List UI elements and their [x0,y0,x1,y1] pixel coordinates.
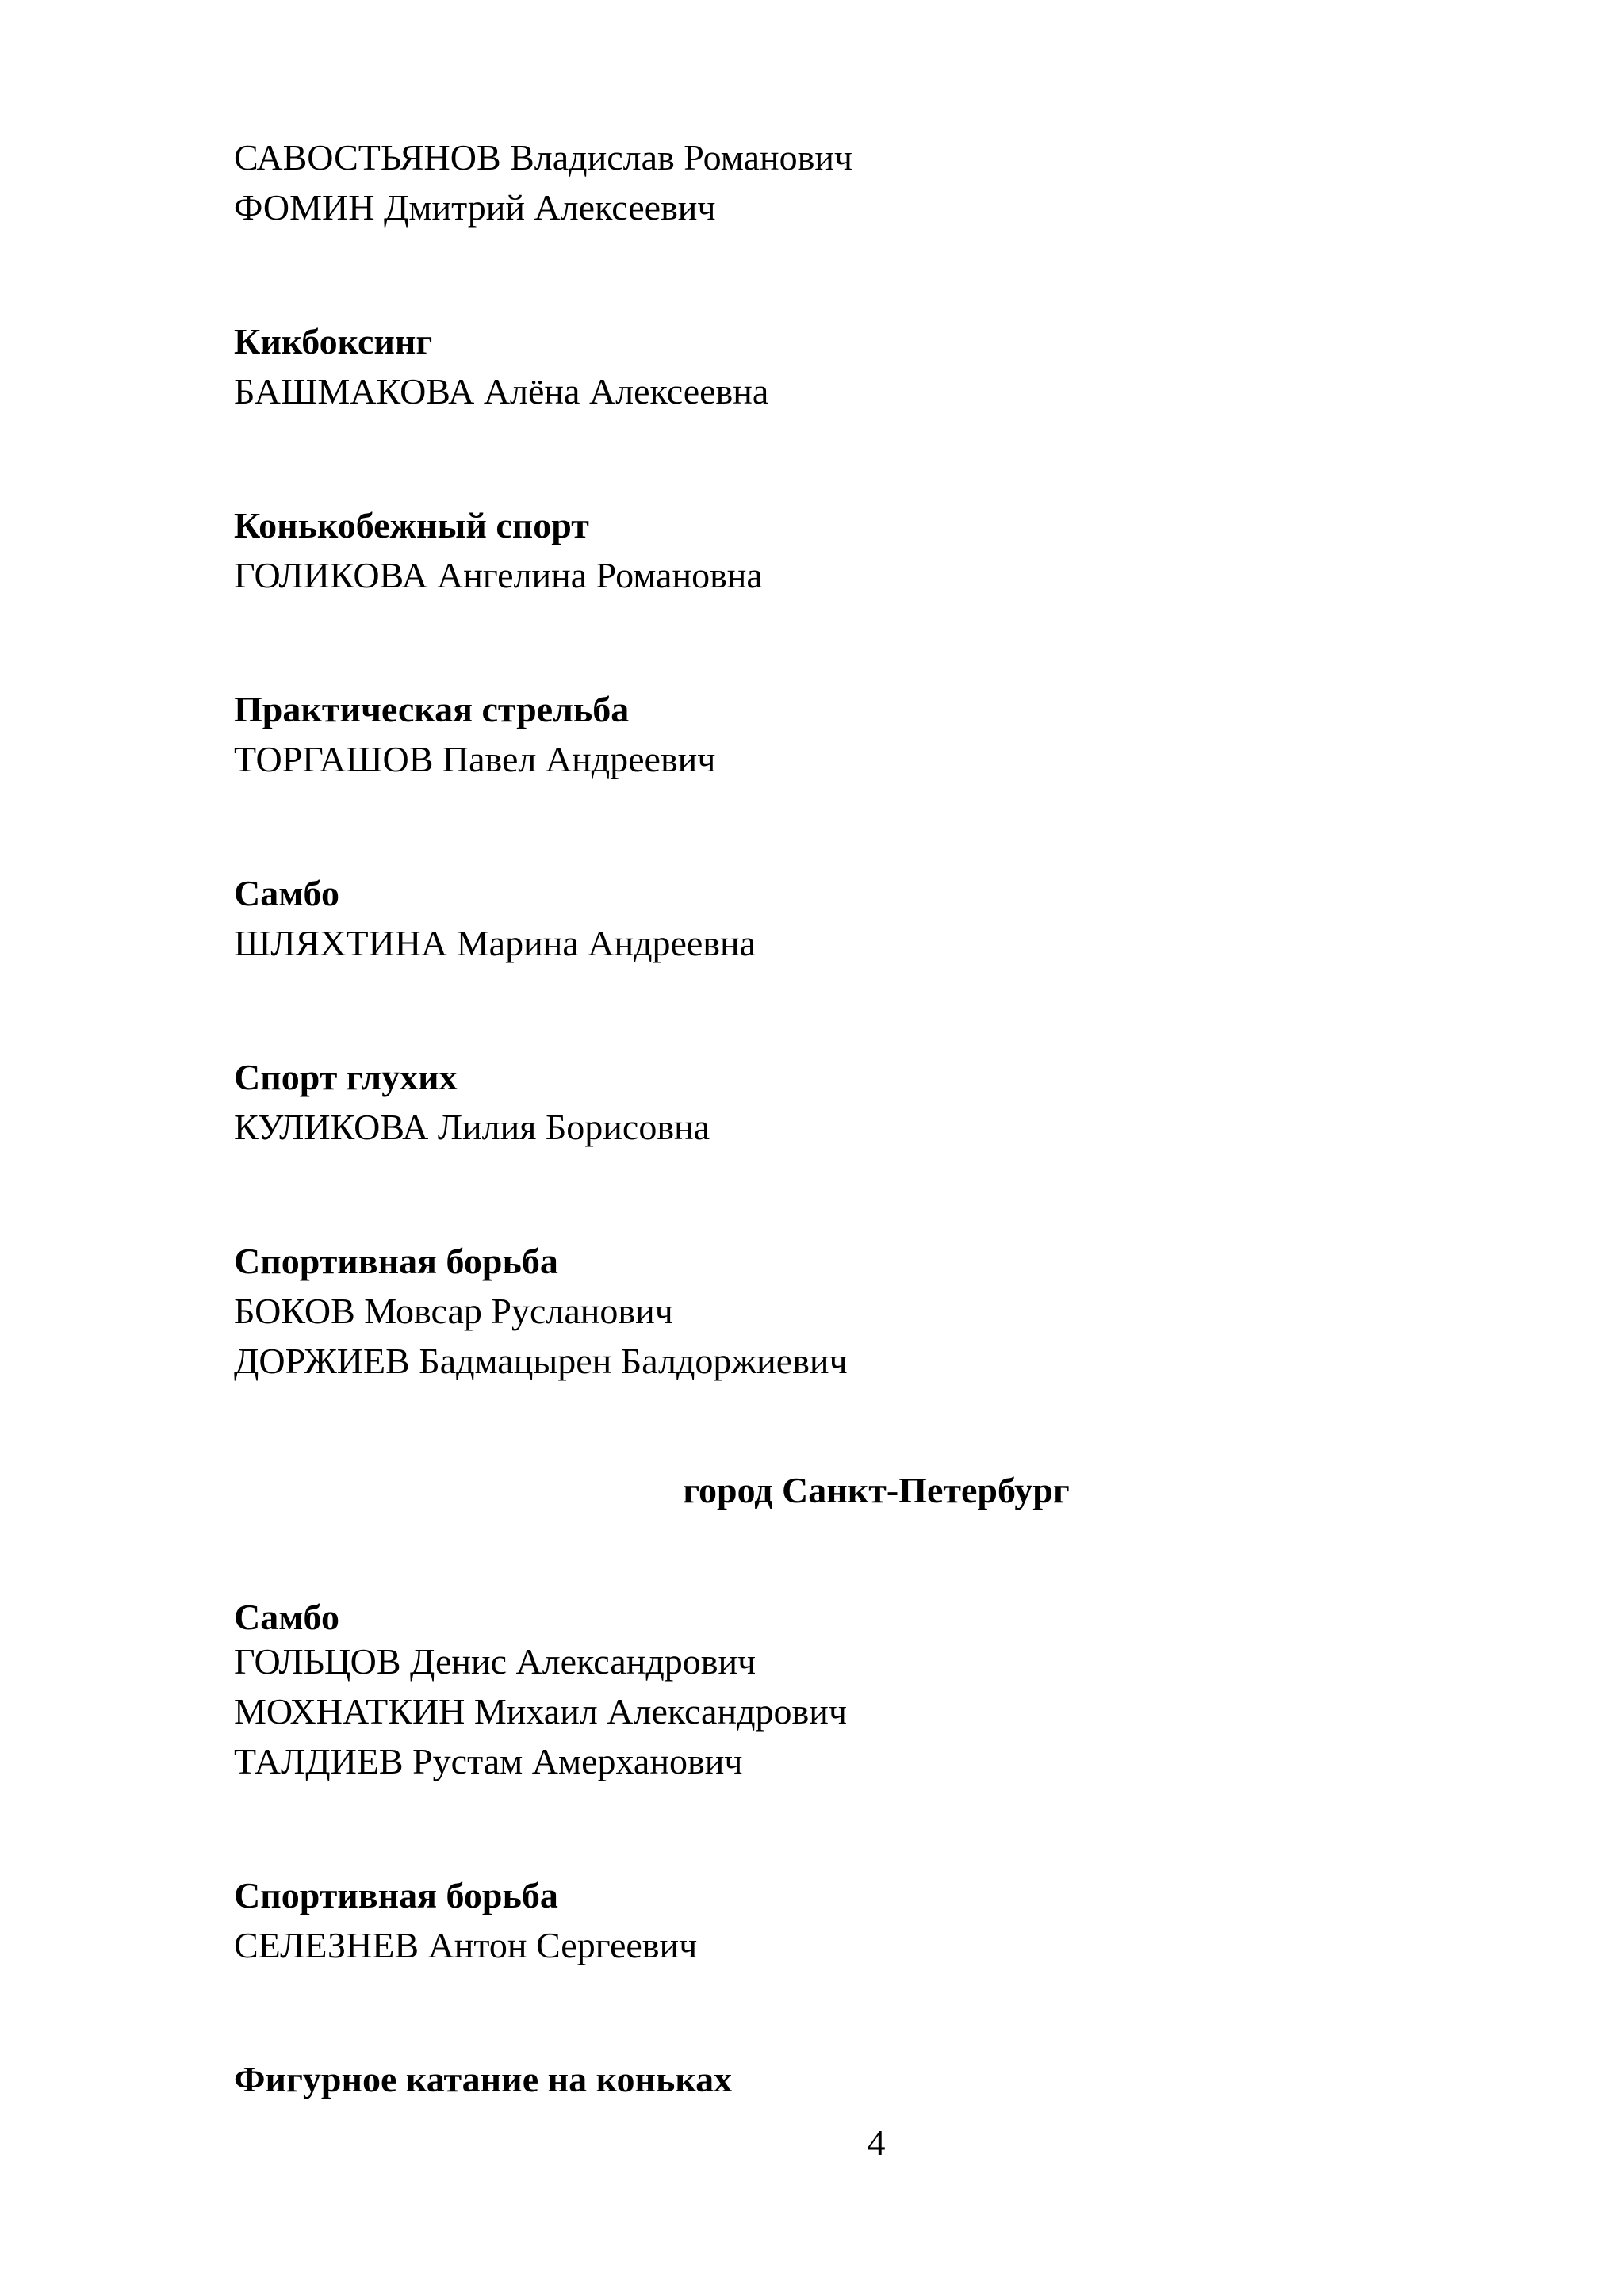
sport-heading: Спортивная борьба [234,1875,558,1915]
name-line: СЕЛЕЗНЕВ Антон Сергеевич [234,1925,698,1965]
sport-heading: Кикбоксинг [234,321,433,362]
name-line: КУЛИКОВА Лилия Борисовна [234,1107,710,1147]
sport-heading: Спорт глухих [234,1057,458,1097]
region-heading: город Санкт-Петербург [683,1470,1070,1510]
page-number: 4 [867,2122,886,2163]
sport-heading: Спортивная борьба [234,1241,558,1281]
name-line: МОХНАТКИН Михаил Александрович [234,1691,847,1732]
name-line: ТОРГАШОВ Павел Андреевич [234,739,716,779]
sport-heading: Самбо [234,1597,339,1637]
name-line: ФОМИН Дмитрий Алексеевич [234,187,716,228]
name-line: ШЛЯХТИНА Марина Андреевна [234,923,756,963]
name-line: ТАЛДИЕВ Рустам Амерханович [234,1741,743,1781]
sport-heading: Практическая стрельба [234,689,630,729]
name-line: САВОСТЬЯНОВ Владислав Романович [234,137,853,178]
sport-heading: Фигурное катание на коньках [234,2059,733,2099]
sport-heading: Конькобежный спорт [234,505,589,545]
name-line: БОКОВ Мовсар Русланович [234,1291,673,1331]
sport-heading: Самбо [234,873,339,913]
name-line: ГОЛЬЦОВ Денис Александрович [234,1641,756,1682]
name-line: ГОЛИКОВА Ангелина Романовна [234,555,763,595]
name-line: ДОРЖИЕВ Бадмацырен Балдоржиевич [234,1341,848,1381]
name-line: БАШМАКОВА Алёна Алексеевна [234,371,769,411]
